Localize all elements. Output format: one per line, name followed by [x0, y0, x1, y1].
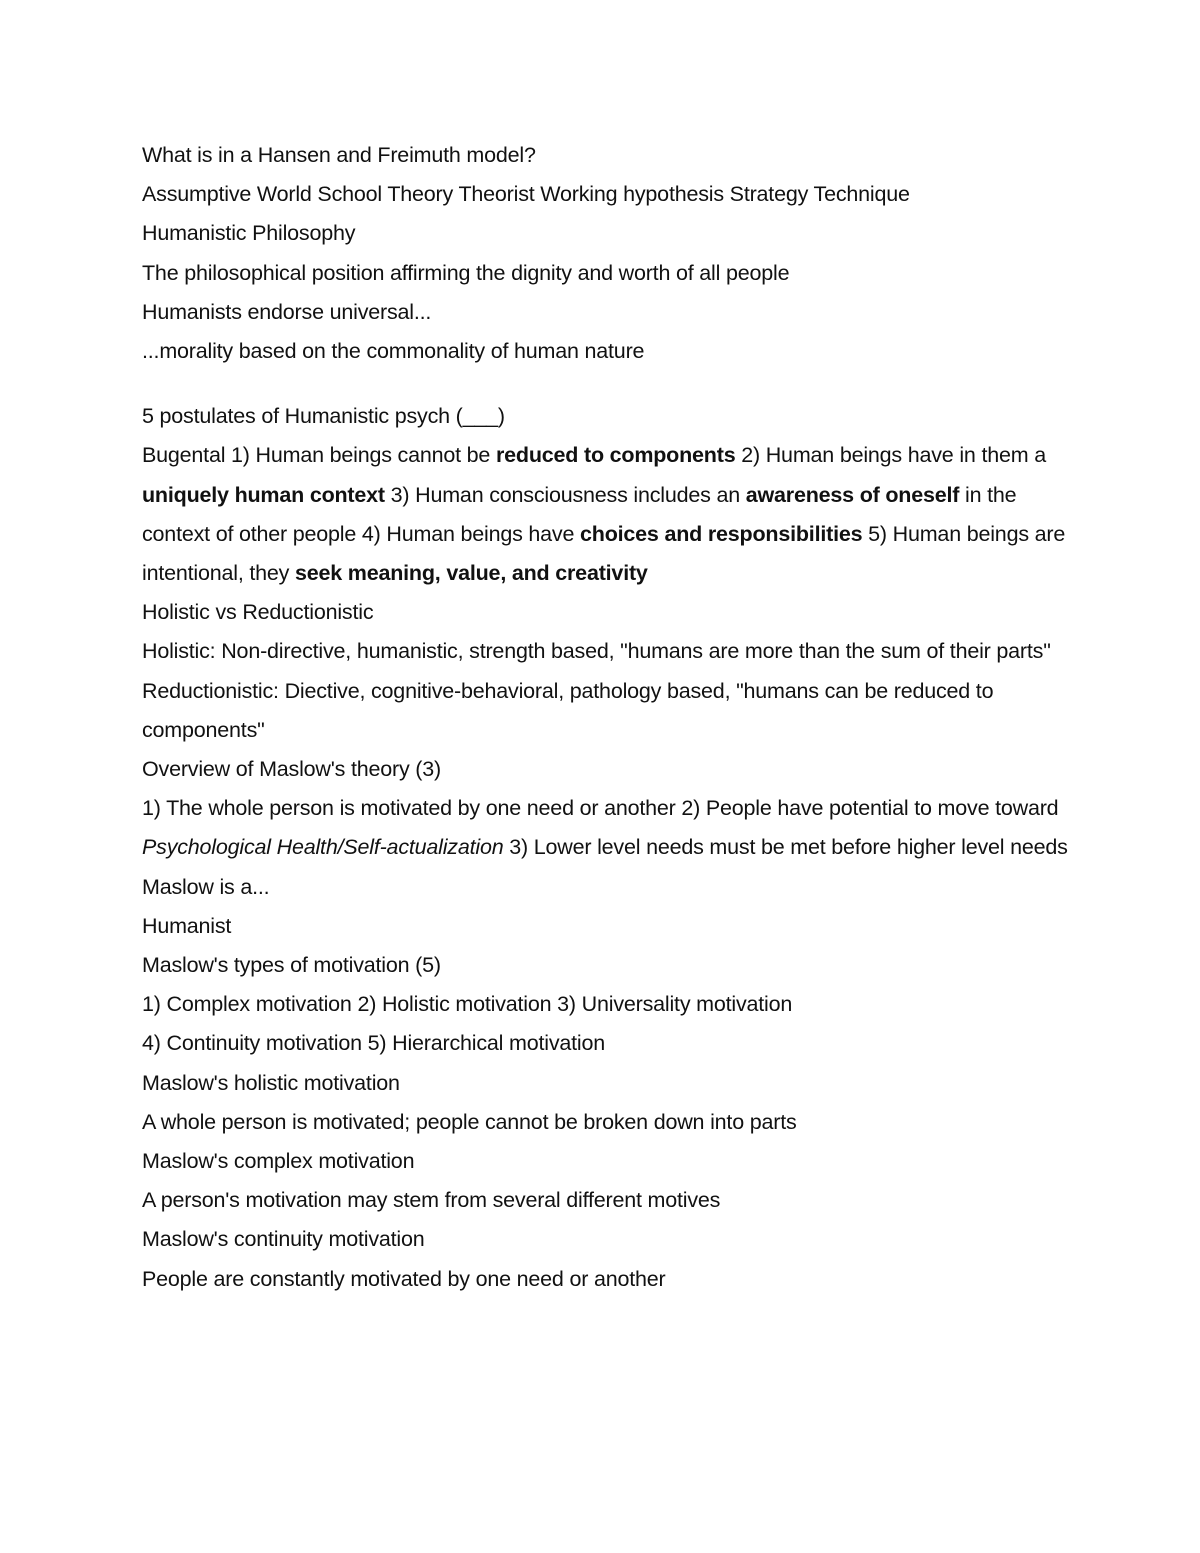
term-maslow-overview: Overview of Maslow's theory (3) — [142, 757, 441, 782]
bold-awareness-of-oneself: awareness of oneself — [745, 482, 960, 507]
definition-holistic: Holistic: Non-directive, humanistic, strength based, "humans are more than the sum of their parts" — [142, 639, 1051, 664]
definition-humanistic-philosophy: The philosophical position affirming the dignity and worth of all people — [142, 260, 790, 285]
answer-hansen-freimuth: Assumptive World School Theory Theorist Working hypothesis Strategy Technique — [142, 182, 910, 207]
term-holistic-motivation: Maslow's holistic motivation — [142, 1070, 400, 1095]
term-maslow-types-motivation: Maslow's types of motivation (5) — [142, 953, 441, 978]
question-hansen-freimuth: What is in a Hansen and Freimuth model? — [142, 143, 536, 167]
term-maslow-is-a: Maslow is a... — [142, 874, 270, 899]
term-holistic-vs-reductionistic: Holistic vs Reductionistic — [142, 600, 374, 625]
term-five-postulates: 5 postulates of Humanistic psych (___) — [142, 404, 505, 429]
definition-continuity-motivation: People are constantly motivated by one need or another — [142, 1266, 666, 1291]
bold-choices-and-responsibilities: choices and responsibilities — [580, 521, 863, 546]
bold-uniquely-human-context: uniquely human context — [142, 482, 385, 507]
italic-self-actualization: Psychological Health/Self-actualization — [142, 835, 504, 860]
definition-holistic-motivation: A whole person is motivated; people cannot be broken down into parts — [142, 1109, 797, 1134]
bold-reduced-to-components: reduced to components — [495, 443, 736, 468]
paragraph-gap — [142, 371, 1072, 397]
definition-reductionistic: Reductionistic: Diective, cognitive-behavioral, pathology based, "humans can be reduced to components" — [142, 678, 994, 742]
definition-complex-motivation: A person's motivation may stem from several different motives — [142, 1188, 721, 1213]
definition-humanists-endorse: ...morality based on the commonality of human nature — [142, 339, 645, 364]
definition-maslow-types-line-2: 4) Continuity motivation 5) Hierarchical motivation — [142, 1031, 605, 1056]
bold-seek-meaning: seek meaning, value, and creativity — [294, 561, 648, 586]
definition-maslow-is-a: Humanist — [142, 913, 232, 938]
term-continuity-motivation: Maslow's continuity motivation — [142, 1227, 425, 1252]
term-humanists-endorse: Humanists endorse universal... — [142, 299, 432, 324]
document-page — [142, 136, 1072, 1299]
definition-five-postulates: Bugental 1) Human beings cannot be reduced to components 2) Human beings have in them a uniquely human context 3) Human consciousness includes an awareness of oneself in the context of other people 4) Human beings have choices and responsibilities 5) Human beings are intentional, they seek meaning, value, and creativity — [142, 443, 1066, 586]
definition-maslow-overview: 1) The whole person is motivated by one need or another 2) People have potential to move toward Psychological Health/Self-actualization 3) Lower level needs must be met before higher level needs — [142, 796, 1068, 860]
term-complex-motivation: Maslow's complex motivation — [142, 1149, 415, 1174]
term-humanistic-philosophy: Humanistic Philosophy — [142, 221, 356, 246]
definition-maslow-types-line-1: 1) Complex motivation 2) Holistic motivation 3) Universality motivation — [142, 992, 793, 1017]
